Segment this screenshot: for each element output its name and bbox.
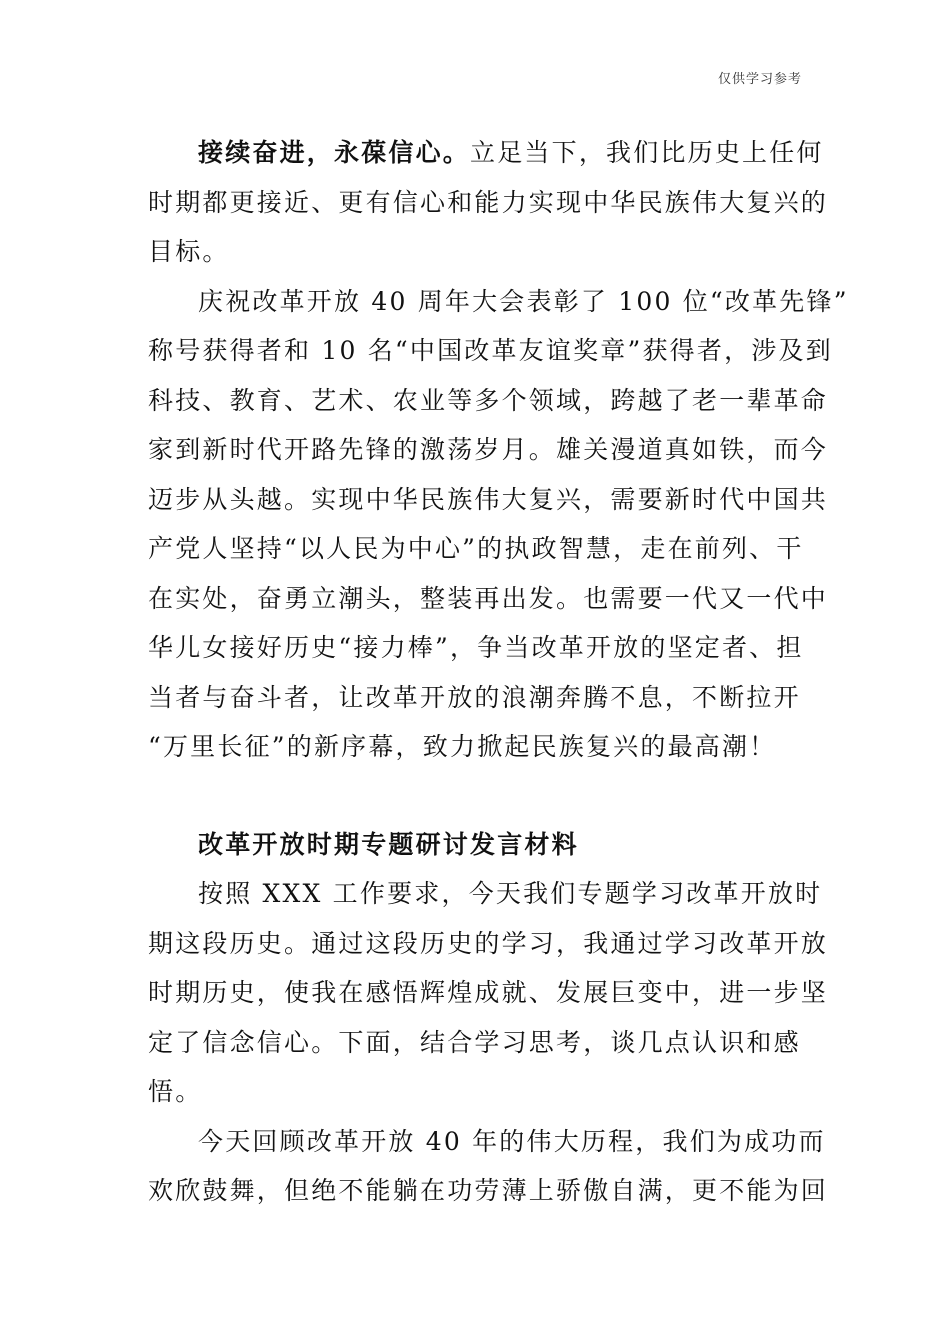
paragraph-line: 目标。 xyxy=(148,237,230,266)
paragraph-line: 庆祝改革开放 40 周年大会表彰了 100 位“改革先锋” xyxy=(198,286,849,316)
paragraph-text: 立足当下，我们比历史上任何 xyxy=(470,138,824,167)
paragraph-line: 在实处，奋勇立潮头，整装再出发。也需要一代又一代中 xyxy=(148,583,829,613)
paragraph-line: “万里长征”的新序幕，致力掀起民族复兴的最高潮！ xyxy=(148,732,777,761)
bold-lead: 接续奋进，永葆信心。 xyxy=(198,138,471,167)
paragraph-reform-pioneers xyxy=(148,277,849,772)
paragraph-review xyxy=(148,1117,829,1216)
paragraph-confidence xyxy=(148,128,829,277)
paragraph-line: 今天回顾改革开放 40 年的伟大历程，我们为成功而 xyxy=(198,1126,826,1156)
paragraph-line: 产党人坚持“以人民为中心”的执政智慧，走在前列、干 xyxy=(148,534,804,563)
paragraph-line: 定了信念信心。下面，结合学习思考，谈几点认识和感 xyxy=(148,1027,801,1057)
paragraph-line: 家到新时代开路先锋的激荡岁月。雄关漫道真如铁，而今 xyxy=(148,435,829,464)
paragraph-line: 华儿女接好历史“接力棒”，争当改革开放的坚定者、担 xyxy=(148,633,804,662)
paragraph-line: 欢欣鼓舞，但绝不能躺在功劳薄上骄傲自满，更不能为回 xyxy=(148,1176,829,1205)
section-title: 改革开放时期专题研讨发言材料 xyxy=(198,829,579,859)
document-body xyxy=(148,128,849,1216)
paragraph-line: 称号获得者和 10 名“中国改革友谊奖章”获得者，涉及到 xyxy=(148,336,833,365)
paragraph-line: 时期历史，使我在感悟辉煌成就、发展巨变中，进一步坚 xyxy=(148,978,829,1007)
paragraph-line xyxy=(148,128,824,178)
paragraph-line: 悟。 xyxy=(148,1077,203,1106)
paragraph-intro xyxy=(148,869,829,1117)
paragraph-line: 科技、教育、艺术、农业等多个领域，跨越了老一辈革命 xyxy=(148,385,829,415)
paragraph-line: 按照 XXX 工作要求，今天我们专题学习改革开放时 xyxy=(198,879,823,908)
paragraph-line: 时期都更接近、更有信心和能力实现中华民族伟大复兴的 xyxy=(148,187,829,217)
section-spacer xyxy=(148,772,808,820)
paragraph-line: 当者与奋斗者，让改革开放的浪潮奔腾不息，不断拉开 xyxy=(148,682,801,712)
paragraph-line: 期这段历史。通过这段历史的学习，我通过学习改革开放 xyxy=(148,928,829,958)
header-note: 仅供学习参考 xyxy=(717,72,802,87)
paragraph-line: 迈步从头越。实现中华民族伟大复兴，需要新时代中国共 xyxy=(148,484,829,514)
